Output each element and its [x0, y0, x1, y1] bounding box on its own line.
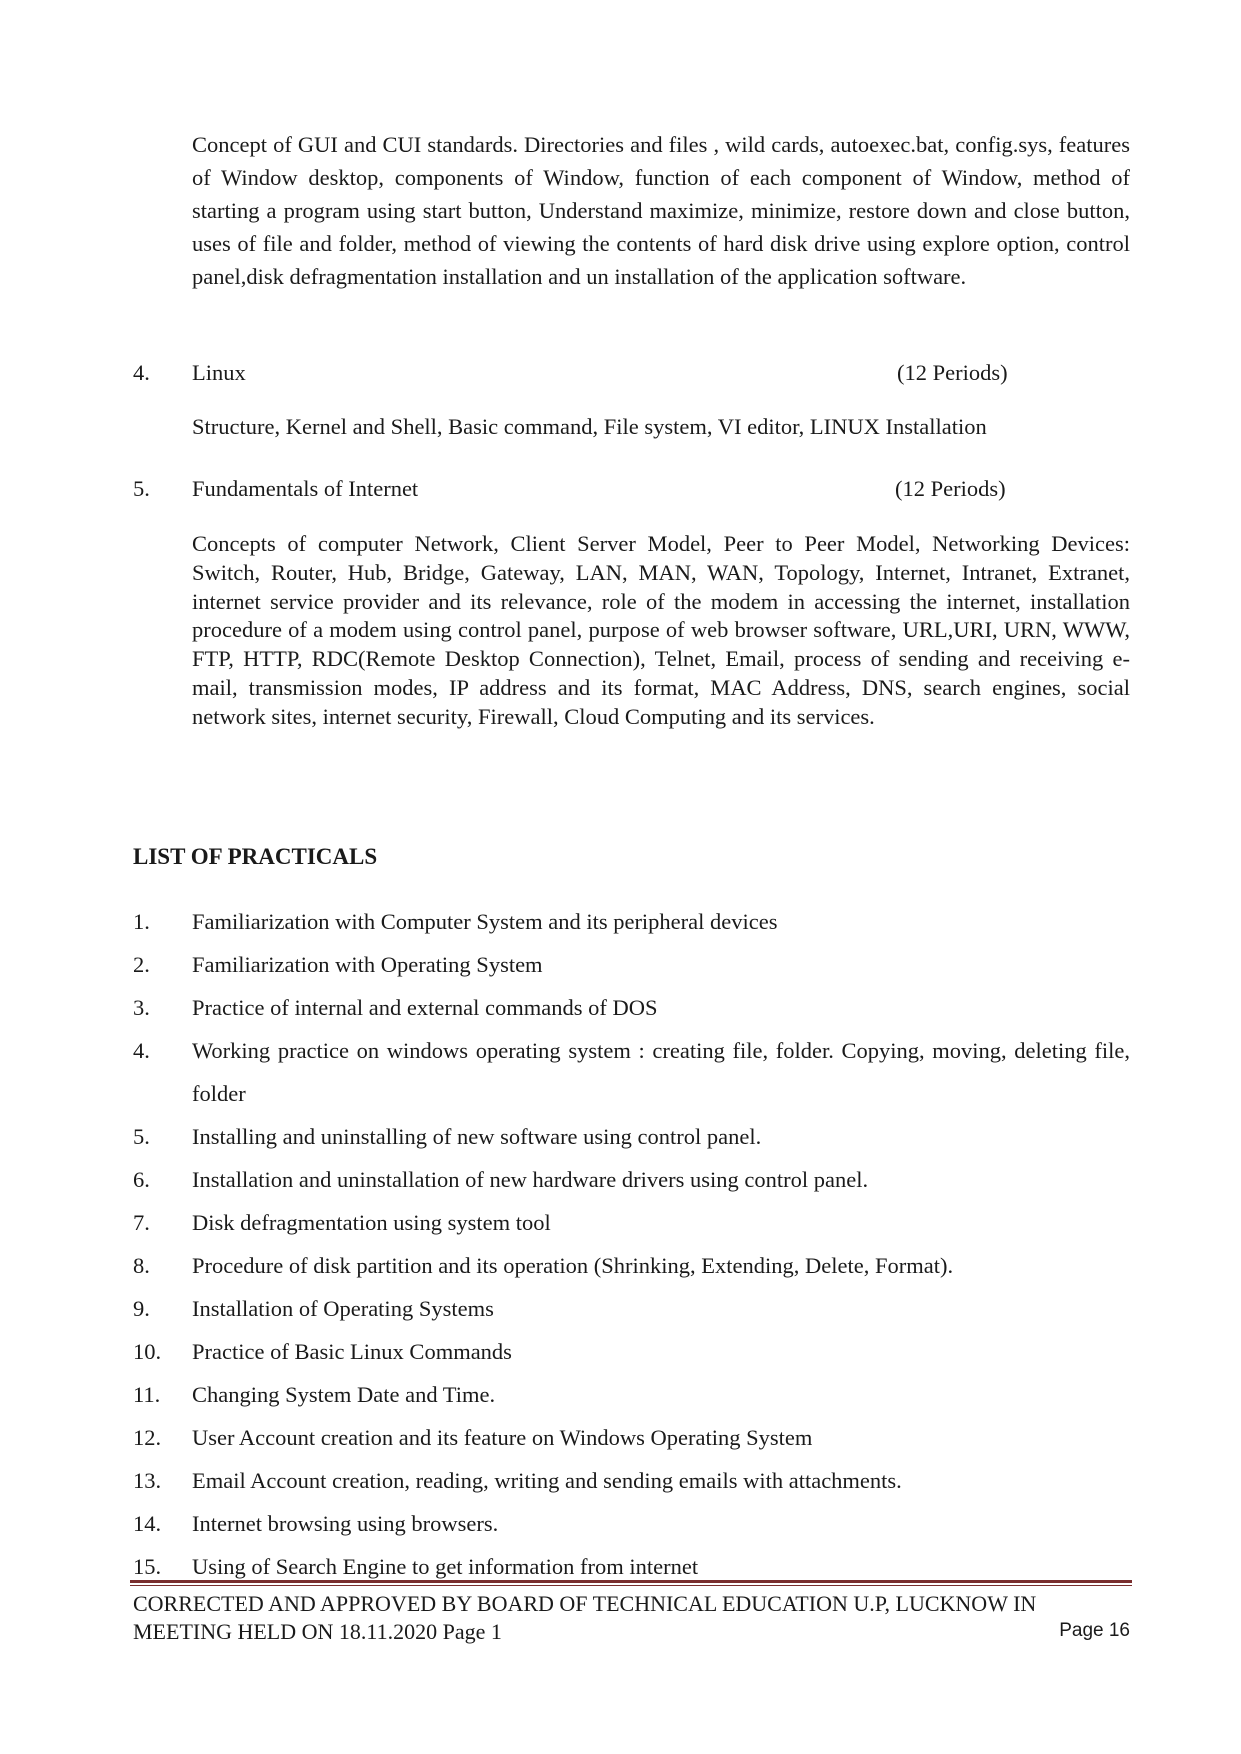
section-number-linux: 4.: [133, 360, 150, 385]
section-content-linux: Structure, Kernel and Shell, Basic command, File system, VI editor, LINUX Installation: [192, 414, 987, 439]
footer-line-1: CORRECTED AND APPROVED BY BOARD OF TECHNICAL EDUCATION U.P, LUCKNOW IN: [133, 1591, 1037, 1616]
list-item: 10. Practice of Basic Linux Commands: [133, 1339, 512, 1364]
section-number-internet: 5.: [133, 476, 150, 501]
list-item: 12. User Account creation and its feature on Windows Operating System: [133, 1425, 813, 1450]
footer-line-2: MEETING HELD ON 18.11.2020 Page 1: [133, 1619, 502, 1644]
section-title-linux: Linux: [192, 360, 246, 385]
section-periods-linux: (12 Periods): [897, 360, 1008, 385]
list-item: 9. Installation of Operating Systems: [133, 1296, 494, 1321]
footer-text: [133, 1590, 1133, 1646]
list-item: 1. Familiarization with Computer System and its peripheral devices: [133, 909, 778, 934]
list-item: 15. Using of Search Engine to get information from internet: [133, 1554, 699, 1579]
list-item: 7. Disk defragmentation using system tool: [133, 1210, 551, 1235]
list-item: 5. Installing and uninstalling of new software using control panel.: [133, 1124, 762, 1149]
footer-rule-thin: [130, 1585, 1132, 1586]
list-item: 13. Email Account creation, reading, writing and sending emails with attachments.: [133, 1468, 902, 1493]
list-item: 8. Procedure of disk partition and its operation (Shrinking, Extending, Delete, Format).: [133, 1253, 954, 1278]
footer-rule-thick: [130, 1580, 1132, 1583]
practicals-heading: LIST OF PRACTICALS: [133, 844, 378, 869]
page-number: Page 16: [1059, 1620, 1130, 1641]
section-content-internet: Concepts of computer Network, Client Server Model, Peer to Peer Model, Networking Devices: Switch, Router, Hub, Bridge, Gateway, LAN, MAN, WAN, Topology, Internet, Intranet, Extranet, internet service provider and its relevance, role of the modem in accessing the internet, installation procedure of a modem using control panel, purpose of web browser software, URL,URI, URN, WWW, FTP, HTTP, RDC(Remote Desktop Connection), Telnet, Email, process of sending and receiving e-mail, transmission modes, IP address and its format, MAC Address, DNS, search engines, social network sites, internet security, Firewall, Cloud Computing and its services.: [192, 531, 1130, 729]
list-item: 4. Working practice on windows operating system : creating file, folder. Copying, moving, deleting file, folder: [133, 1038, 1130, 1106]
section-periods-internet: (12 Periods): [895, 476, 1006, 501]
section-title-internet: Fundamentals of Internet: [192, 476, 419, 501]
list-item: 3. Practice of internal and external commands of DOS: [133, 995, 658, 1020]
list-item: 2. Familiarization with Operating System: [133, 952, 543, 977]
list-item: 14. Internet browsing using browsers.: [133, 1511, 499, 1536]
list-item: 6. Installation and uninstallation of new hardware drivers using control panel.: [133, 1167, 869, 1192]
list-item: 11. Changing System Date and Time.: [133, 1382, 496, 1407]
practicals-list: [0, 900, 1241, 1588]
intro-paragraph: Concept of GUI and CUI standards. Directories and files , wild cards, autoexec.bat, config.sys, features of Window desktop, components of Window, function of each component of Window, method of starting a program using start button, Understand maximize, minimize, restore down and close button, uses of file and folder, method of viewing the contents of hard disk drive using explore option, control panel,disk defragmentation installation and un installation of the application software.: [192, 132, 1130, 289]
